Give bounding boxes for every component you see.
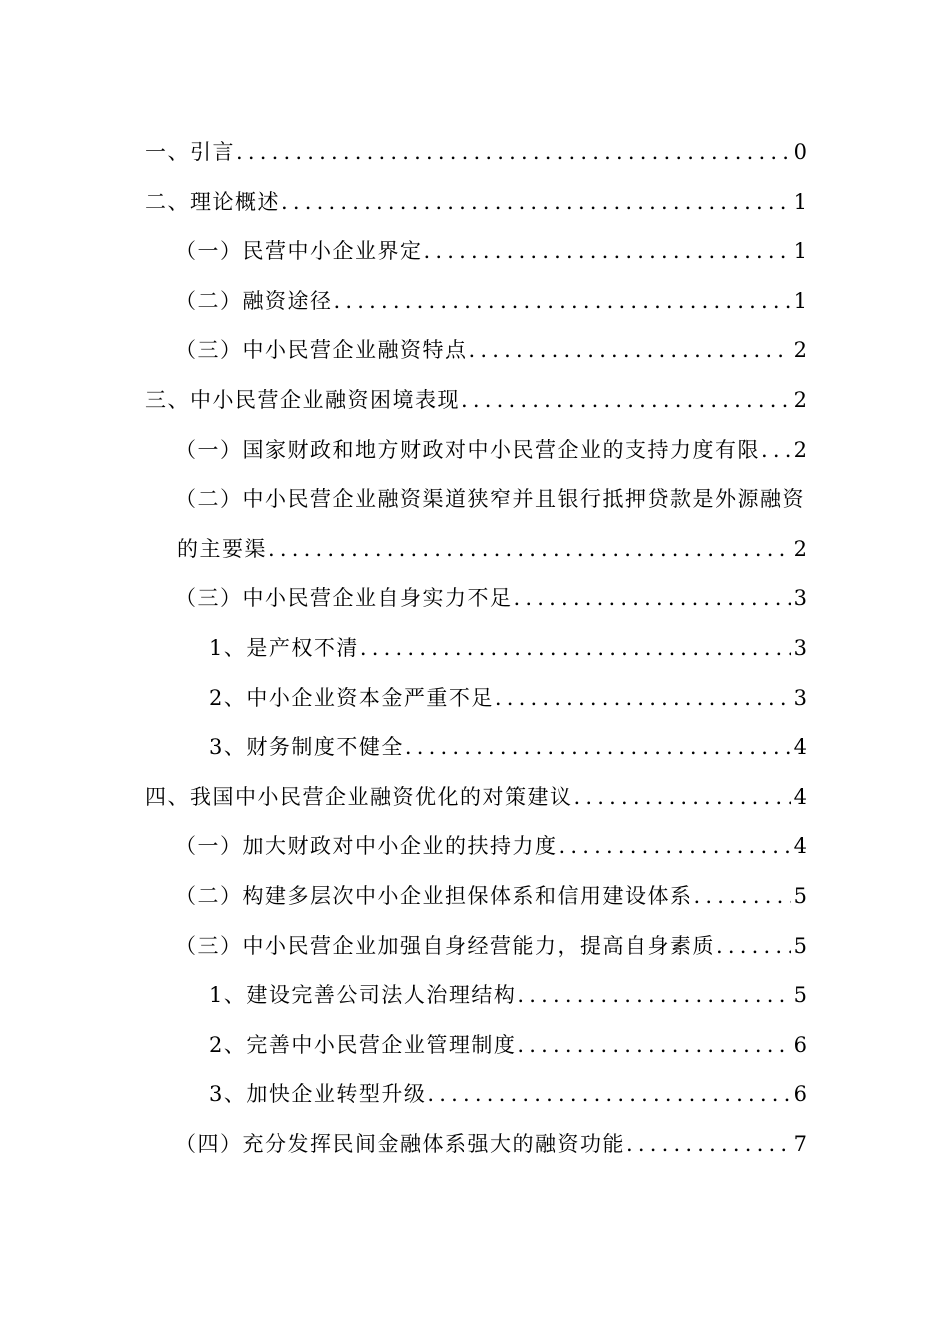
toc-entry-title: 3、财务制度不健全 [209, 735, 404, 760]
toc-entry-title: （三）中小民营企业加强自身经营能力，提高自身素质 [175, 933, 715, 958]
toc-entry-title: 二、理论概述 [145, 189, 280, 214]
toc-entry-fiscal-support[interactable] [0, 426, 950, 476]
toc-entry-governance[interactable] [0, 971, 950, 1021]
toc-entry-title: 2、中小企业资本金严重不足 [209, 685, 494, 710]
toc-page-number: 4 [793, 834, 807, 859]
toc-dot-leader [626, 1120, 791, 1170]
toc-entry-own-strength[interactable] [0, 574, 950, 624]
toc-entry-title: 一、引言 [145, 140, 235, 164]
toc-entry-title: （二）构建多层次中小企业担保体系和信用建设体系 [175, 883, 693, 908]
toc-entry-title: 1、是产权不清 [209, 635, 359, 660]
toc-page-number: 3 [793, 685, 807, 710]
toc-page-number: 3 [793, 586, 807, 611]
toc-entry-title: （一）加大财政对中小企业的扶持力度 [175, 834, 558, 859]
toc-dot-leader [424, 227, 792, 277]
toc-entry-narrow-channels-continued[interactable] [0, 525, 950, 575]
toc-entry-financing-features[interactable] [0, 326, 950, 376]
toc-entry-guarantee-system[interactable] [0, 872, 950, 922]
toc-dot-leader [716, 922, 791, 972]
table-of-contents [0, 128, 950, 1169]
toc-dot-leader [405, 723, 791, 773]
toc-entry-introduction[interactable] [0, 128, 950, 178]
toc-page-number: 4 [793, 784, 807, 809]
toc-entry-title: （二）中小民营企业融资渠道狭窄并且银行抵押贷款是外源融资 [175, 487, 805, 512]
toc-dot-leader [427, 1070, 791, 1120]
toc-dot-leader [360, 624, 791, 674]
toc-entry-difficulties[interactable] [0, 376, 950, 426]
toc-page-number: 2 [793, 536, 807, 561]
toc-entry-title: 1、建设完善公司法人治理结构 [209, 983, 517, 1008]
toc-page-number: 2 [793, 338, 807, 363]
toc-entry-title: （一）民营中小企业界定 [175, 239, 423, 264]
toc-dot-leader [281, 178, 791, 228]
toc-entry-theory[interactable] [0, 178, 950, 228]
toc-page-number: 5 [793, 933, 807, 958]
toc-entry-property-rights[interactable] [0, 624, 950, 674]
toc-entry-definition[interactable] [0, 227, 950, 277]
toc-dot-leader [517, 971, 791, 1021]
toc-dot-leader [559, 822, 792, 872]
toc-entry-private-finance[interactable] [0, 1120, 950, 1170]
toc-page-number: 7 [793, 1131, 807, 1156]
toc-dot-leader [694, 872, 792, 922]
toc-page-number: 2 [793, 387, 807, 412]
toc-dot-leader [461, 376, 791, 426]
toc-entry-narrow-channels[interactable] [0, 475, 950, 525]
toc-page-number: 1 [793, 288, 807, 313]
toc-page-number: 5 [793, 983, 807, 1008]
toc-entry-title: 3、加快企业转型升级 [209, 1082, 427, 1107]
toc-entry-title-continuation: 的主要渠 [177, 536, 267, 561]
toc-entry-fiscal-backing[interactable] [0, 822, 950, 872]
toc-entry-capital-shortage[interactable] [0, 674, 950, 724]
toc-entry-title: （一）国家财政和地方财政对中小民营企业的支持力度有限 [175, 437, 760, 462]
toc-page-number: 6 [793, 1082, 807, 1107]
toc-entry-countermeasures[interactable] [0, 773, 950, 823]
toc-page-number: 2 [793, 437, 807, 462]
toc-dot-leader [495, 674, 791, 724]
toc-page-number: 4 [793, 735, 807, 760]
toc-entry-title: （三）中小民营企业自身实力不足 [175, 586, 513, 611]
toc-dot-leader [334, 277, 792, 327]
toc-dot-leader [514, 574, 792, 624]
toc-entry-financial-system[interactable] [0, 723, 950, 773]
toc-page-number: 3 [793, 635, 807, 660]
toc-page-number: 5 [793, 883, 807, 908]
toc-dot-leader [761, 426, 791, 476]
toc-dot-leader [517, 1021, 791, 1071]
toc-entry-title: （四）充分发挥民间金融体系强大的融资功能 [175, 1131, 625, 1156]
toc-dot-leader [236, 128, 791, 178]
toc-page-number: 0 [793, 140, 807, 164]
toc-dot-leader [268, 525, 791, 575]
toc-entry-operating-ability[interactable] [0, 922, 950, 972]
toc-entry-title: （三）中小民营企业融资特点 [175, 338, 468, 363]
toc-entry-title: 三、中小民营企业融资困境表现 [145, 387, 460, 412]
toc-entry-title: 2、完善中小民营企业管理制度 [209, 1032, 517, 1057]
toc-dot-leader [574, 773, 792, 823]
toc-entry-financing-channels[interactable] [0, 277, 950, 327]
toc-dot-leader [469, 326, 792, 376]
toc-entry-title: （二）融资途径 [175, 288, 333, 313]
toc-entry-transformation[interactable] [0, 1070, 950, 1120]
toc-page-number: 1 [793, 189, 807, 214]
toc-entry-management-system[interactable] [0, 1021, 950, 1071]
toc-page-number: 6 [793, 1032, 807, 1057]
toc-page-number: 1 [793, 239, 807, 264]
toc-entry-title: 四、我国中小民营企业融资优化的对策建议 [145, 784, 573, 809]
